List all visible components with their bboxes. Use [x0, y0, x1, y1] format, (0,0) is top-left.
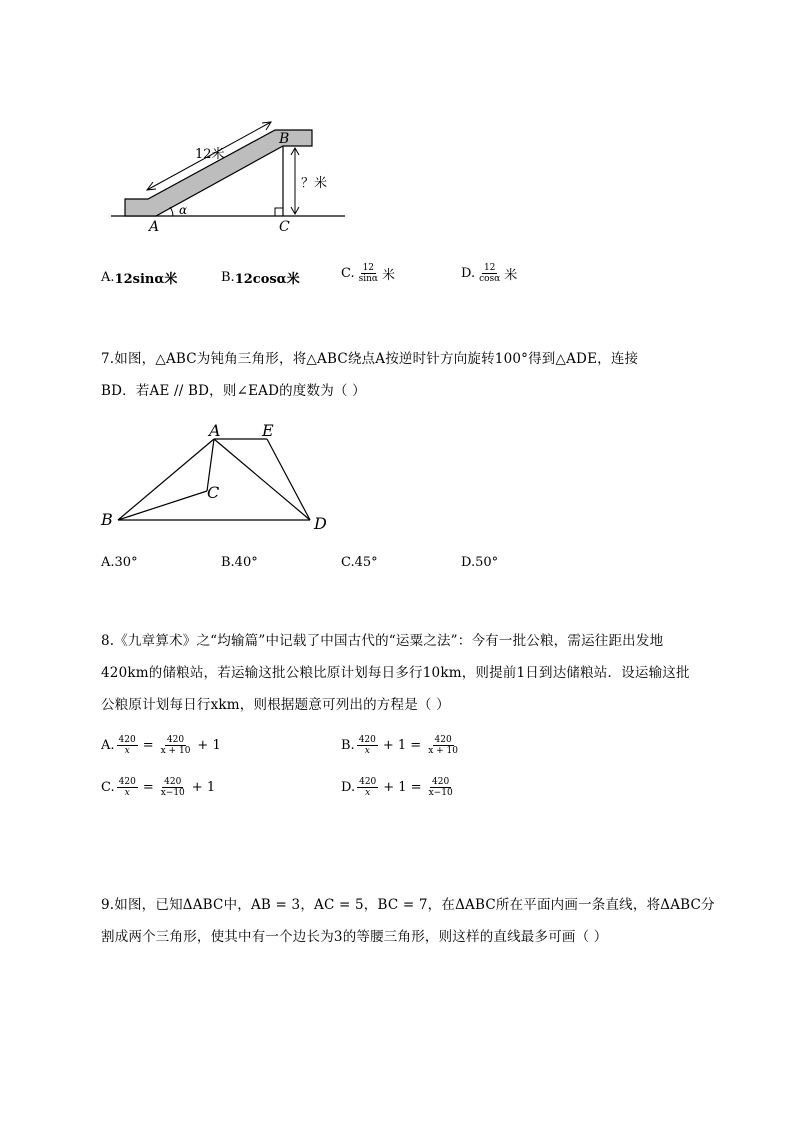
fraction-numerator: 12	[362, 263, 375, 273]
option-text: 12cosα米	[234, 272, 300, 287]
fraction-numerator: 420	[118, 777, 136, 787]
q7-option-c: C.45°	[341, 555, 378, 570]
fraction	[117, 777, 138, 798]
option-unit: 米	[504, 268, 518, 283]
fraction-denominator: x + 10	[428, 746, 458, 756]
option-prefix: A.	[101, 738, 115, 753]
operator: + 1 =	[382, 738, 422, 753]
fraction	[357, 735, 378, 756]
operator: + 1 =	[383, 780, 422, 795]
q8-line1: 8.《九章算术》之“均输篇”中记载了中国古代的“运粟之法”：今有一批公粮，需运往距出发地	[101, 633, 664, 649]
length-label: 12米	[195, 147, 225, 162]
fraction-numerator: 420	[359, 777, 377, 787]
fraction	[117, 735, 138, 756]
point-label-a: A	[149, 219, 160, 235]
q8-line2: 420km的储粮站，若运输这批公粮比原计划每日多行10km，则提前1日到达储粮站．设运输这批	[101, 665, 690, 681]
fraction-numerator: 420	[432, 777, 450, 787]
fraction-denominator: cosα	[479, 274, 501, 284]
point-label-a: A	[209, 421, 221, 440]
operator: =	[142, 738, 154, 753]
fraction-denominator: x	[364, 746, 370, 756]
fraction-numerator: 420	[164, 777, 182, 787]
segment-ad	[214, 439, 310, 520]
q6-option-b	[221, 268, 300, 287]
segment-ed	[267, 439, 310, 520]
fraction	[159, 735, 193, 756]
q8-line3: 公粮原计划每日行xkm，则根据题意可列出的方程是（ ）	[101, 697, 450, 713]
option-unit: 米	[382, 268, 396, 283]
point-label-d: D	[314, 514, 327, 533]
operator: + 1	[197, 738, 221, 753]
q8-option-c	[101, 777, 215, 798]
fraction-numerator: 420	[118, 735, 136, 745]
q6-option-c	[341, 263, 395, 284]
option-text: 12sinα米	[114, 272, 178, 287]
fraction-denominator: x−10	[428, 788, 453, 798]
q9-line2: 割成两个三角形，使其中有一个边长为3的等腰三角形，则这样的直线最多可画（ ）	[101, 929, 608, 945]
fraction	[427, 777, 455, 798]
option-prefix: C.	[101, 780, 115, 795]
option-prefix: D.	[341, 780, 356, 795]
fraction-denominator: sinα	[358, 274, 378, 284]
option-prefix: D.	[461, 266, 476, 281]
option-prefix: A.	[101, 270, 115, 285]
fraction-numerator: 420	[358, 735, 376, 745]
point-label-b: B	[279, 131, 290, 147]
operator: =	[142, 780, 154, 795]
q7-line1: 7.如图，△ABC为钝角三角形，将△ABC绕点A按逆时针方向旋转100°得到△ADE，连接	[101, 351, 639, 367]
q7-option-b: B.40°	[221, 555, 258, 570]
q7-option-d: D.50°	[461, 555, 499, 570]
q8-option-b	[341, 735, 462, 756]
q9-line1: 9.如图，已知ΔABC中，AB = 3，AC = 5，BC = 7，在ΔABC所在平面内画一条直线，将ΔABC分	[101, 897, 715, 913]
option-prefix: B.	[221, 270, 235, 285]
fraction-denominator: x + 10	[160, 746, 191, 756]
fraction-denominator: x	[365, 788, 371, 798]
angle-label: α	[179, 203, 188, 217]
option-prefix: B.	[341, 738, 355, 753]
q6-option-a	[101, 268, 177, 287]
point-label-e: E	[262, 421, 274, 440]
height-label: ？米	[301, 176, 328, 191]
fraction-denominator: x−10	[160, 788, 185, 798]
q8-option-d	[341, 777, 457, 798]
q7-line2: BD．若AE // BD，则∠EAD的度数为（ ）	[101, 383, 366, 399]
q6-option-d	[461, 263, 517, 284]
fraction	[357, 777, 378, 798]
fraction	[159, 777, 187, 798]
point-label-c: C	[207, 483, 220, 502]
point-label-c: C	[279, 219, 290, 235]
segment-bc	[118, 491, 207, 520]
segment-ab	[118, 439, 214, 520]
fraction-denominator: x	[124, 746, 130, 756]
q7-option-a: A.30°	[101, 555, 138, 570]
fraction-numerator: 420	[434, 735, 452, 745]
q8-option-a	[101, 735, 221, 756]
angle-arc	[170, 207, 173, 216]
operator: + 1	[191, 780, 216, 795]
fraction-numerator: 420	[166, 735, 185, 745]
right-angle-mark	[275, 208, 283, 216]
fraction-denominator: x	[124, 788, 130, 798]
fraction	[477, 263, 502, 284]
fraction	[426, 735, 460, 756]
point-label-b: B	[101, 510, 113, 529]
fraction-numerator: 12	[483, 263, 496, 273]
option-prefix: C.	[341, 266, 355, 281]
fraction	[357, 263, 380, 284]
